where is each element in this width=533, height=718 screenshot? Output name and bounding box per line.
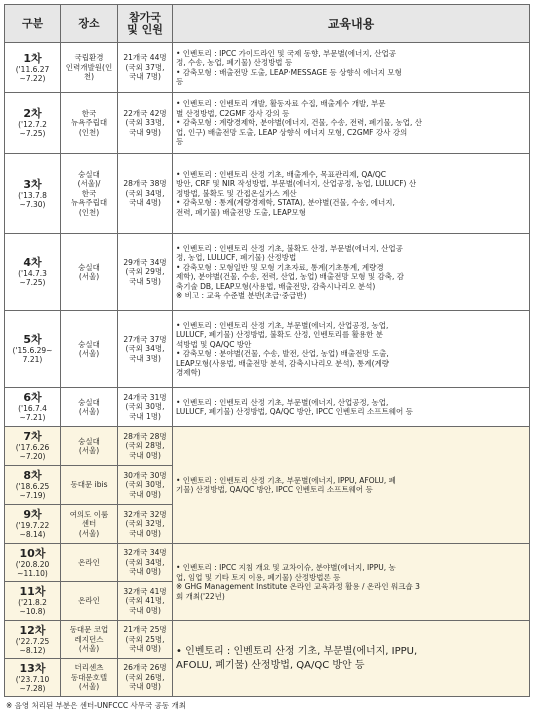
content-line: • 인벤토리 : 인벤토리 산정 기초, 부문별(에너지, IPPU, AFOLU, 폐	[176, 475, 396, 485]
venue-line: (서울)	[78, 682, 100, 692]
venue-cell	[61, 505, 118, 544]
participants-line: 국내 0명)	[129, 682, 161, 692]
round-period: ('20.8.20 ~11.10)	[15, 559, 50, 578]
participants-line: 국내 1명)	[129, 411, 161, 421]
venue-line: 동대문 ibis	[70, 480, 108, 490]
venue-line: 동대문 코업	[69, 625, 109, 635]
participants-line: (국외 30명,	[125, 402, 165, 412]
venue-line: 여의도 이룸	[69, 509, 109, 519]
footnote: ※ 음영 처리된 부분은 센터-UNFCCC 사무국 공동 개최	[6, 701, 186, 710]
content-line: • 인벤토리 : 인벤토리 개발, 활동자료 수집, 배출계수 개발, 부문	[176, 99, 386, 109]
table-row	[5, 311, 530, 388]
round-cell	[5, 505, 61, 544]
venue-cell	[61, 466, 118, 505]
content-line: 축기술 DB, LEAP모형(사용법, 배출전망, 감축시나리오 분석)	[176, 281, 376, 291]
content-line: 경제학)	[176, 368, 201, 377]
venue-cell	[61, 311, 118, 388]
participants-cell	[118, 544, 173, 582]
content-line: • 감축모형 : 통계(계량경제학, STATA), 분야별(건물, 수송, 에너지,	[176, 198, 395, 208]
round-cell	[5, 659, 61, 697]
round-period: ('16.7.4 ~7.21)	[18, 404, 47, 422]
participants-line: 국내 7명)	[129, 72, 161, 82]
venue-cell	[61, 621, 118, 659]
participants-line: 21개국 44명	[123, 53, 167, 63]
participants-line: (국외 26명,	[125, 672, 165, 682]
round-number: 4차	[23, 256, 42, 269]
content-line: ※ 비고 : 교육 수준별 분반(초급·중급반)	[176, 291, 307, 300]
content-cell	[173, 93, 530, 154]
venue-cell	[61, 93, 118, 154]
participants-line: 30개국 30명	[123, 470, 167, 480]
content-line: • 인벤토리 : 인벤토리 산정 기초, 부문별(에너지, IPPU,	[176, 645, 418, 657]
participants-cell	[118, 388, 173, 427]
venue-cell	[61, 659, 118, 697]
round-cell	[5, 388, 61, 427]
venue-line: (서울)	[78, 349, 100, 358]
round-number: 5차	[23, 333, 42, 346]
content-line: 업, 임업 및 기타 토지 이용, 폐기물) 산정방법론 등	[176, 572, 341, 582]
round-number: 8차	[23, 469, 42, 482]
header-participants: 참가국 및 인원	[118, 5, 173, 43]
venue-line: (인천)	[78, 127, 100, 137]
venue-line: 더리센츠	[74, 663, 104, 673]
participants-cell	[118, 427, 173, 466]
round-period: ('22.7.25 ~8.12)	[15, 636, 50, 655]
round-number: 13차	[19, 661, 46, 675]
venue-line: 뉴욕주립대	[70, 118, 108, 128]
round-cell	[5, 427, 61, 466]
round-number: 6차	[23, 391, 42, 404]
venue-line: 온라인	[78, 557, 100, 567]
venue-line: (서울)/	[77, 179, 101, 189]
participants-line: (국외 34명,	[125, 188, 165, 198]
content-line: • 인벤토리 : 인벤토리 산정 기초, 부문별(에너지, 산업공정, 농업,	[176, 397, 389, 407]
content-line: LULUCF, 폐기물) 산정방법, QA/QC 방안, IPCC 인벤토리 소프트웨어 등	[176, 407, 413, 416]
content-line: 제학), 분야별(건물, 수송, 전력, 산업, 농업) 배출전망 모형 및 감축, 감	[176, 272, 405, 281]
round-cell	[5, 466, 61, 505]
round-cell	[5, 43, 61, 93]
content-line: ※ GHG Management Institute 온라인 교육과정 활용 / 온라인 워크숍 3	[176, 582, 420, 591]
content-line: 전력, 폐기물) 배출전망 도출, LEAP모형	[176, 207, 306, 217]
content-line: LULUCF, 폐기물) 산정방법, 불확도 산정, 인벤토리를 활용한 분	[176, 330, 384, 339]
content-line: 등	[176, 137, 184, 147]
content-line: • 인벤토리 : IPCC 지침 개요 및 교차이슈, 분야별(에너지, IPPU, 농	[176, 563, 396, 572]
venue-line: 센터	[81, 519, 97, 529]
participants-line: 국내 5명)	[129, 276, 161, 286]
round-period: ('14.7.3 ~7.25)	[18, 269, 47, 287]
participants-line: 32개국 32명	[123, 509, 167, 519]
venue-line: (서울)	[78, 528, 100, 538]
venue-line: (인천)	[78, 207, 100, 217]
header-round: 구분	[5, 5, 61, 43]
participants-line: (국외 30명,	[125, 480, 165, 490]
participants-cell	[118, 582, 173, 621]
content-line: 석방법 및 QA/QC 방안	[176, 339, 252, 349]
content-line: • 감축모형 : 계량경제학, 분야별(에너지, 건물, 수송, 전력, 폐기물, 농업, 산	[176, 118, 423, 128]
participants-line: (국외 29명,	[125, 267, 165, 277]
content-line: 정, 농업, LULUCF, 폐기물) 산정방법	[176, 253, 297, 262]
venue-line: (서울)	[78, 446, 100, 455]
participants-line: (국외 28명,	[125, 441, 165, 451]
round-number: 7차	[23, 430, 42, 443]
round-cell	[5, 234, 61, 311]
table-row	[5, 427, 530, 466]
participants-line: 28개국 38명	[123, 179, 167, 189]
participants-line: (국외 32명,	[125, 519, 165, 529]
venue-line: 숭실대	[78, 339, 100, 349]
participants-line: (국외 41명,	[125, 596, 165, 606]
venue-line: (서울)	[78, 644, 100, 654]
venue-line: 숭실대	[78, 262, 100, 272]
participants-cell	[118, 154, 173, 234]
participants-cell	[118, 93, 173, 154]
header-content: 교육내용	[173, 5, 530, 43]
participants-cell	[118, 659, 173, 697]
venue-line: 숭실대	[78, 436, 100, 446]
round-period: ('17.6.26 ~7.20)	[15, 443, 50, 461]
venue-cell	[61, 427, 118, 466]
table-row	[5, 621, 530, 659]
header-venue: 장소	[61, 5, 118, 43]
round-period: ('21.8.2 ~10.8)	[18, 598, 47, 616]
participants-line: (국외 37명,	[125, 62, 165, 72]
content-line: 등	[176, 77, 184, 86]
table-row	[5, 544, 530, 582]
round-cell	[5, 93, 61, 154]
participants-line: 24개국 31명	[123, 392, 167, 402]
round-number: 3차	[23, 177, 42, 191]
participants-cell	[118, 311, 173, 388]
round-number: 9차	[23, 508, 42, 521]
round-period: ('12.7.2 ~7.25)	[18, 120, 47, 138]
participants-line: 21개국 25명	[123, 625, 167, 635]
round-cell	[5, 582, 61, 621]
participants-cell	[118, 621, 173, 659]
content-line: 별 산정방법, C2GMF 강사 강의 등	[176, 108, 290, 118]
venue-line: (서울)	[78, 407, 100, 416]
content-line: 업, 인구) 배출전망 도출, LEAP 상향식 에너지 모형, C2GMF 강사 강의	[176, 127, 408, 137]
venue-cell	[61, 582, 118, 621]
participants-line: 22개국 42명	[123, 108, 167, 118]
content-line: • 인벤토리 : 인벤토리 산정 기초, 배출계수, 목표관리제, QA/QC	[176, 169, 387, 179]
participants-line: 27개국 37명	[123, 334, 167, 344]
venue-line: 한국	[81, 108, 97, 118]
training-table	[4, 4, 530, 697]
participants-line: 국내 0명)	[129, 489, 161, 499]
round-number: 12차	[19, 623, 46, 637]
participants-cell	[118, 234, 173, 311]
round-cell	[5, 154, 61, 234]
round-cell	[5, 621, 61, 659]
content-line: 정, 수송, 농업, 폐기물) 산정방법 등	[176, 58, 293, 67]
participants-line: 29개국 34명	[123, 257, 167, 267]
content-line: AFOLU, 폐기물) 산정방법, QA/QC 방안 등	[176, 659, 365, 671]
content-line: • 감축모형 : 분야별(건물, 수송, 발전, 산업, 농업) 배출전망 도출,	[176, 349, 389, 358]
content-cell	[173, 311, 530, 388]
round-number: 10차	[19, 546, 46, 560]
participants-line: (국외 34명,	[125, 557, 165, 567]
round-period: ('19.7.22 ~8.14)	[15, 521, 50, 539]
venue-line: 국립환경	[74, 53, 104, 63]
content-cell	[173, 388, 530, 427]
participants-line: 32개국 41명	[123, 586, 167, 596]
table-row	[5, 388, 530, 427]
participants-line: 국내 3명)	[129, 353, 161, 363]
content-cell	[173, 154, 530, 234]
participants-cell	[118, 505, 173, 544]
table-row	[5, 234, 530, 311]
participants-cell	[118, 466, 173, 505]
venue-line: 동대문호텔	[70, 672, 108, 682]
round-number: 2차	[23, 107, 42, 120]
round-cell	[5, 544, 61, 582]
content-line: • 인벤토리 : IPCC 가이드라인 및 국제 동향, 부문별(에너지, 산업공	[176, 48, 396, 58]
content-cell	[173, 43, 530, 93]
participants-line: (국외 25명,	[125, 634, 165, 644]
content-cell	[173, 544, 530, 621]
participants-line: 26개국 26명	[123, 663, 167, 673]
venue-cell	[61, 154, 118, 234]
participants-line: (국외 33명,	[125, 118, 165, 128]
round-cell	[5, 311, 61, 388]
content-line: • 인벤토리 : 인벤토리 산정 기초, 부문별(에너지, 산업공정, 농업,	[176, 320, 389, 330]
round-period: ('18.6.25 ~7.19)	[15, 482, 50, 500]
participants-line: 국내 0명)	[129, 528, 161, 538]
content-line: 정방법, 불확도 및 간접온실가스 계산	[176, 188, 297, 198]
round-number: 11차	[19, 585, 46, 598]
venue-cell	[61, 544, 118, 582]
round-number: 1차	[23, 51, 42, 65]
content-cell	[173, 427, 530, 544]
round-period: ('13.7.8 ~7.30)	[18, 190, 47, 209]
participants-cell	[118, 43, 173, 93]
round-period: ('15.6.29~ 7.21)	[12, 346, 53, 364]
content-line: • 감축모형 : 배출전망 도출, LEAP·MESSAGE 등 상향식 에너지 모형	[176, 67, 402, 77]
participants-line: (국외 34명,	[125, 344, 165, 354]
venue-cell	[61, 388, 118, 427]
participants-line: 국내 0명)	[129, 450, 161, 460]
header-row	[5, 5, 530, 43]
content-cell	[173, 234, 530, 311]
round-period: ('11.6.27 ~7.22)	[15, 64, 50, 83]
content-cell	[173, 621, 530, 697]
venue-line: 뉴욕주립대	[70, 198, 108, 208]
venue-cell	[61, 234, 118, 311]
venue-line: 숭실대	[78, 397, 100, 407]
content-line: • 인벤토리 : 인벤토리 산정 기초, 불확도 산정, 부문별(에너지, 산업공	[176, 243, 403, 253]
venue-line: 레지던스	[74, 634, 104, 644]
venue-line: 한국	[81, 188, 97, 198]
participants-line: 국내 4명)	[129, 198, 161, 208]
content-line: 방안, CRF 및 NIR 작성방법, 부문별(에너지, 산업공정, 농업, LULUCF) 산	[176, 179, 417, 189]
content-line: LEAP모형(사용법, 배출전망 분석, 감축시나리오 분석), 통계(계량	[176, 358, 390, 368]
table-row	[5, 154, 530, 234]
participants-line: 국내 0명)	[129, 567, 161, 577]
venue-line: 숭실대	[78, 169, 100, 179]
content-line: • 감축모형 : 모형일반 및 모형 기초자료, 통계(기초통계, 계량경	[176, 262, 384, 272]
table-row	[5, 93, 530, 154]
round-period: ('23.7.10 ~7.28)	[15, 674, 50, 693]
venue-line: 천)	[83, 72, 95, 82]
participants-line: 국내 0명)	[129, 644, 161, 654]
participants-line: 32개국 34명	[123, 548, 167, 558]
table-row	[5, 43, 530, 93]
participants-line: 국내 0명)	[129, 605, 161, 615]
content-line: 회 개최('22년)	[176, 591, 225, 601]
participants-line: 28개국 28명	[123, 431, 167, 441]
venue-line: 온라인	[78, 596, 100, 606]
content-line: 기물) 산정방법, QA/QC 방안, IPCC 인벤토리 소프트웨어 등	[176, 485, 373, 494]
venue-cell	[61, 43, 118, 93]
participants-line: 국내 9명)	[129, 127, 161, 137]
venue-line: 인력개발원(인	[65, 62, 113, 72]
venue-line: (서울)	[78, 272, 100, 281]
